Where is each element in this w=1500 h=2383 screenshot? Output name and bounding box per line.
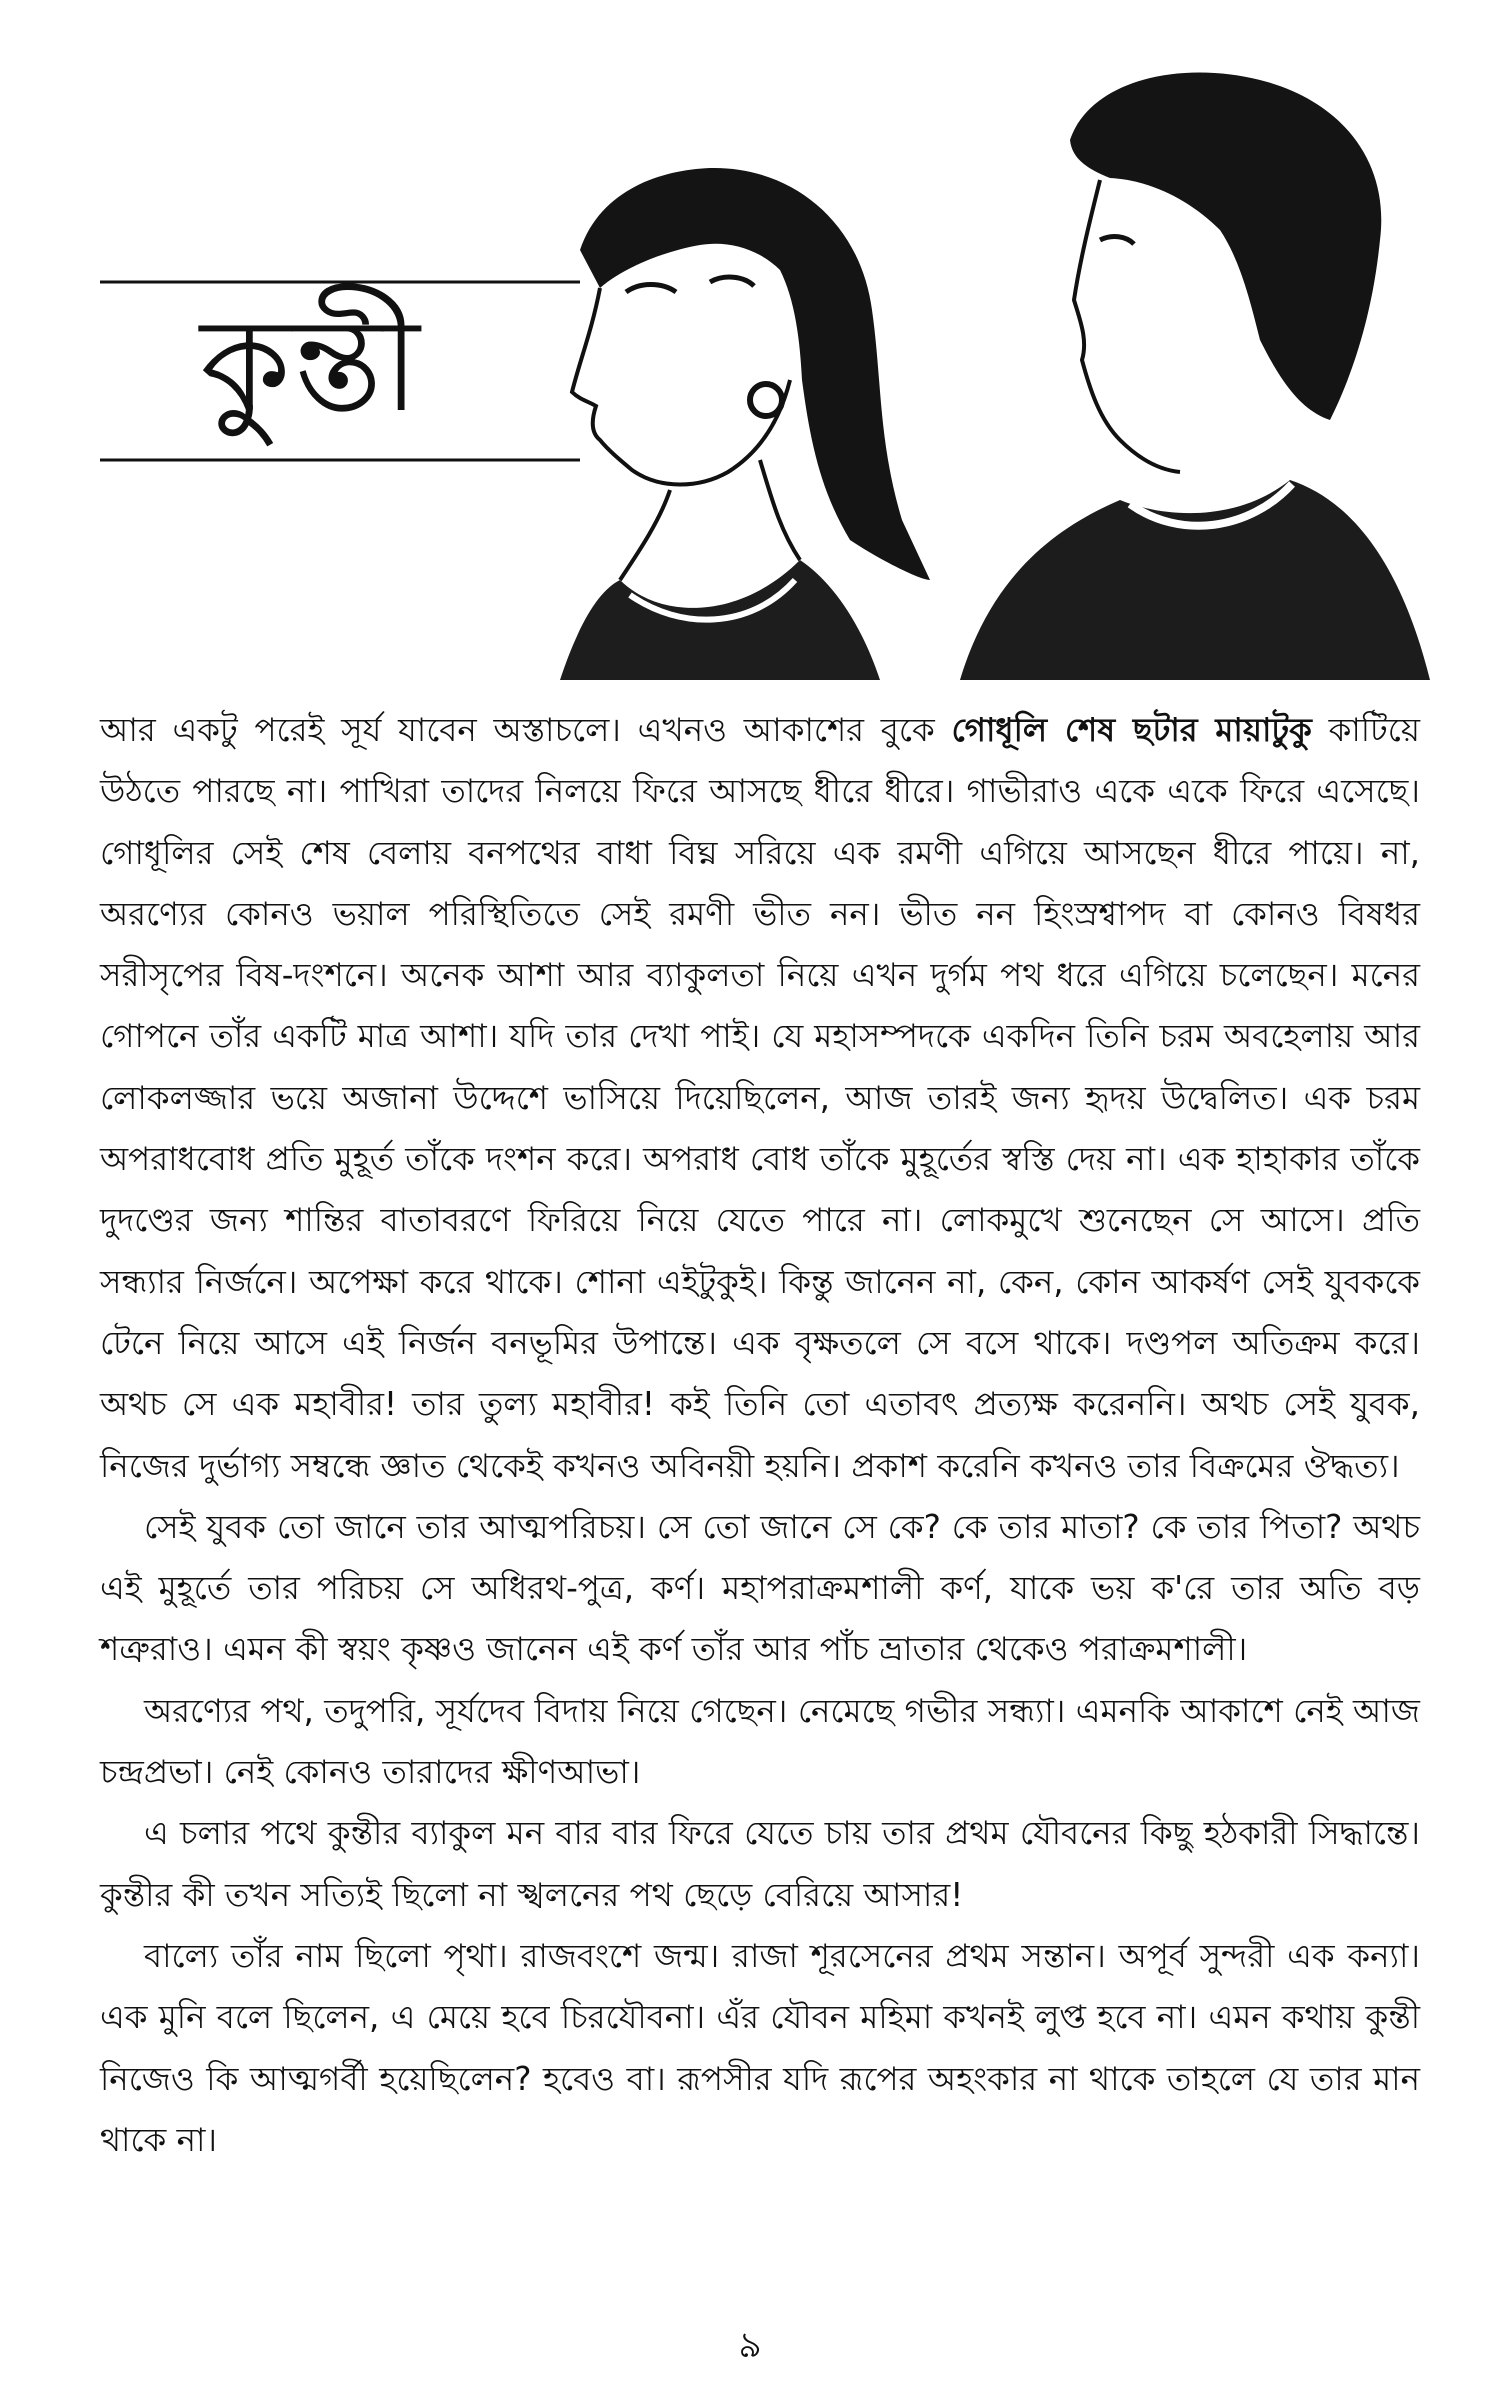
woman-eye-left xyxy=(626,285,676,293)
woman-earring xyxy=(750,384,782,416)
chapter-body xyxy=(100,700,1420,2171)
man-face xyxy=(1074,180,1180,472)
man-shirt xyxy=(960,480,1430,680)
woman-hair xyxy=(580,168,930,580)
paragraph-1-emphasis: গোধূলি শেষ ছটার মায়াটুকু xyxy=(951,711,1312,749)
man-eye xyxy=(1100,237,1134,244)
paragraph-4: এ চলার পথে কুন্তীর ব্যাকুল মন বার বার ফিরে যেতে চায় তার প্রথম যৌবনের কিছু হঠকারী সিদ্ধান্তে। কুন্তীর কী তখন সত্যিই ছিলো না স্খলনের পথ ছেড়ে বেরিয়ে আসার! xyxy=(100,1814,1420,1914)
chapter-title: কুন্তী xyxy=(200,289,422,441)
page-number: ৯ xyxy=(738,2325,762,2366)
woman-eye-right xyxy=(710,277,754,286)
paragraph-5: বাল্যে তাঁর নাম ছিলো পৃথা। রাজবংশে জন্ম। রাজা শূরসেনের প্রথম সন্তান। অপূর্ব সুন্দরী এক কন্যা। এক মুনি বলে ছিলেন, এ মেয়ে হবে চিরযৌবনা। এঁর যৌবন মহিমা কখনই লুপ্ত হবে না। এমন কথায় কুন্তী নিজেও কি আত্মগর্বী হয়েছিলেন? হবেও বা। রূপসীর যদি রূপের অহংকার না থাকে তাহলে যে তার মান থাকে না। xyxy=(100,1936,1420,2159)
man-hair xyxy=(1070,73,1381,421)
paragraph-2: সেই যুবক তো জানে তার আত্মপরিচয়। সে তো জানে সে কে? কে তার মাতা? কে তার পিতা? অথচ এই মুহূর্তে তার পরিচয় সে অধিরথ-পুত্র, কর্ণ। মহাপরাক্রমশালী কর্ণ, যাকে ভয় ক'রে তার অতি বড় শত্রুরাও। এমন কী স্বয়ং কৃষ্ণও জানেন এই কর্ণ তাঁর আর পাঁচ ভ্রাতার থেকেও পরাক্রমশালী। xyxy=(100,1507,1420,1669)
paragraph-1-start: আর একটু পরেই সূর্য যাবেন অস্তাচলে। এখনও আকাশের বুকে xyxy=(100,711,952,749)
paragraph-3: অরণ্যের পথ, তদুপরি, সূর্যদেব বিদায় নিয়ে গেছেন। নেমেছে গভীর সন্ধ্যা। এমনকি আকাশে নেই আজ চন্দ্রপ্রভা। নেই কোনও তারাদের ক্ষীণআভা। xyxy=(100,1691,1420,1792)
paragraph-1 xyxy=(100,700,1420,1497)
paragraph-1-rest: কাটিয়ে উঠতে পারছে না। পাখিরা তাদের নিলয়ে ফিরে আসছে ধীরে ধীরে। গাভীরাও একে একে ফিরে এসেছে। গোধূলির সেই শেষ বেলায় বনপথের বাধা বিঘ্ন সরিয়ে এক রমণী এগিয়ে আসছেন ধীরে পায়ে। না, অরণ্যের কোনও ভয়াল পরিস্থিতিতে সেই রমণী ভীত নন। ভীত নন হিংস্রশ্বাপদ বা কোনও বিষধর সরীসৃপের বিষ-দংশনে। অনেক আশা আর ব্যাকুলতা নিয়ে এখন দুর্গম পথ ধরে এগিয়ে চলেছেন। মনের গোপনে তাঁর একটি মাত্র আশা। যদি তার দেখা পাই। যে মহাসম্পদকে একদিন তিনি চরম অবহেলায় আর লোকলজ্জার ভয়ে অজানা উদ্দেশে ভাসিয়ে দিয়েছিলেন, আজ তারই জন্য হৃদয় উদ্বেলিত। এক চরম অপরাধবোধ প্রতি মুহূর্ত তাঁকে দংশন করে। অপরাধ বোধ তাঁকে মুহূর্তের স্বস্তি দেয় না। এক হাহাকার তাঁকে দুদণ্ডের জন্য শান্তির বাতাবরণে ফিরিয়ে নিয়ে যেতে পারে না। লোকমুখে শুনেছেন সে আসে। প্রতি সন্ধ্যার নির্জনে। অপেক্ষা করে থাকে। শোনা এইটুকুই। কিন্তু জানেন না, কেন, কোন আকর্ষণ সেই যুবককে টেনে নিয়ে আসে এই নির্জন বনভূমির উপান্তে। এক বৃক্ষতলে সে বসে থাকে। দণ্ডপল অতিক্রম করে। অথচ সে এক মহাবীর! তার তুল্য মহাবীর! কই তিনি তো এতাবৎ প্রত্যক্ষ করেননি। অথচ সেই যুবক, নিজের দুর্ভাগ্য সম্বন্ধে জ্ঞাত থেকেই কখনও অবিনয়ী হয়নি। প্রকাশ করেনি কখনও তার বিক্রমের ঔদ্ধত্য। xyxy=(100,711,1420,1485)
